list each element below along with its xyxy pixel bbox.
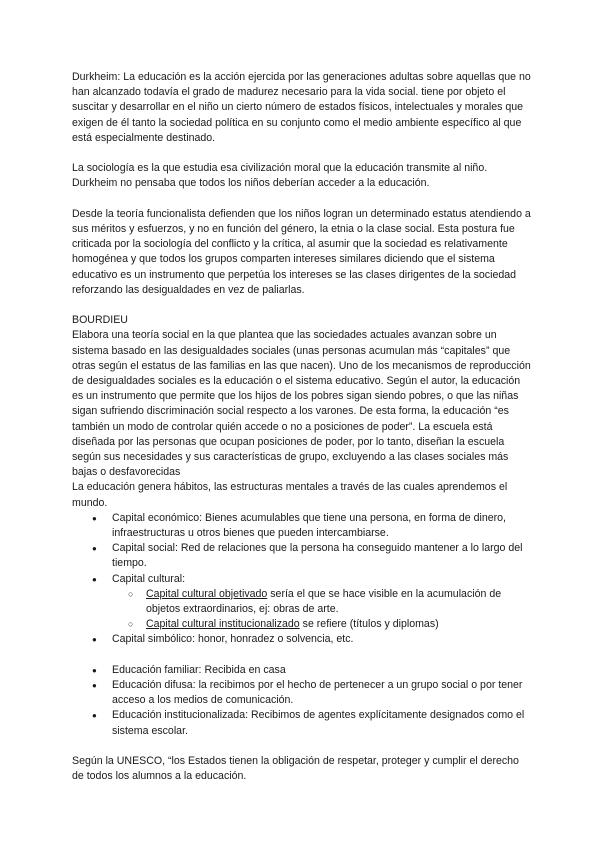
institutionalized-definition: se refiere (títulos y diplomas) (299, 618, 439, 631)
list-item (92, 511, 532, 541)
education-family: Educación familiar: Recibida en casa (112, 663, 286, 676)
institutionalized-term: Capital cultural institucionalizado (146, 618, 300, 631)
document-page (72, 70, 532, 784)
objectified-definition: sería el que se hace visible en la acumulación de objetos extraordinarios, ej: obras de arte. (146, 587, 502, 616)
capital-cultural: Capital cultural: (112, 572, 186, 585)
bullet-icon: ● (92, 544, 97, 554)
durkheim-note: Durkheim no pensaba que todos los niños deberían acceder a la educación. (72, 177, 430, 190)
bullet-icon: ● (92, 665, 97, 675)
list-item (92, 678, 532, 708)
objectified-term: Capital cultural objetivado (146, 587, 268, 600)
bullet-icon: ● (92, 681, 97, 691)
capital-social: Capital social: Red de relaciones que la persona ha conseguido mantener a lo largo del tiempo. (112, 542, 523, 570)
spacer (72, 739, 532, 754)
list-item (92, 572, 532, 633)
capital-symbolic: Capital simbólico: honor, honradez o solvencia, etc. (112, 633, 354, 646)
spacer (72, 146, 532, 161)
functionalist-paragraph: Desde la teoría funcionalista defienden que los niños logran un determinado estatus atendiendo a sus méritos y esfuerzos, y no en función del género, la etnia o la clase social. Esta postura fue criticada por la sociología del conflicto y la crítica, al asumir que la sociedad es relativamente homogénea y que todos los grupos comparten intereses similares diciendo que el sistema educativo es un instrumento que perpetúa los intereses se las clases dirigentes de la sociedad reforzando las desigualdades en vez de paliarlas. (72, 207, 531, 296)
sub-bullet-icon: ○ (128, 619, 134, 630)
capitals-list (72, 511, 532, 648)
sub-bullet-icon: ○ (128, 588, 134, 599)
list-item (92, 663, 532, 678)
bourdieu-paragraph: Elabora una teoría social en la que plantea que las sociedades actuales avanzan sobre un sistema basado en las desigualdades sociales (unas personas acumulan más “capitales” que otras según el estatus de las familias en las que nacen). Uno de los mecanismos de reproducción de desigualdades sociales es la educación o el sistema educativo. Según el autor, la educación es un instrumento que permite que los hijos de los pobres sigan siendo pobres, o que las niñas sigan sufriendo discriminación social respecto a los varones. De esta forma, la educación “es también un modo de controlar quién accede o no a posiciones de poder”. La escuela está diseñada por las personas que ocupan posiciones de poder, por lo tanto, diseñan la escuela según sus necesidades y sus características de grupo, excluyendo a las clases sociales más bajas o desfavorecidas (72, 329, 531, 479)
bullet-icon: ● (92, 635, 97, 645)
bullet-icon: ● (92, 574, 97, 584)
list-item (92, 541, 532, 571)
spacer (72, 648, 532, 663)
bullet-icon: ● (92, 711, 97, 721)
bourdieu-heading: BOURDIEU (72, 314, 128, 327)
bullet-icon: ● (92, 513, 97, 523)
education-institutional: Educación institucionalizada: Recibimos de agentes explícitamente designados como el sistema escolar. (112, 709, 525, 737)
durkheim-definition: Durkheim: La educación es la acción ejercida por las generaciones adultas sobre aquellas que no han alcanzado todavía el grado de madurez necesario para la vida social. tiene por objeto el suscitar y desarrollar en el niño un cierto número de estados físicos, intelectuales y morales que exigen de él tanto la sociedad política en su conjunto como el medio ambiente específico al que está especialmente destinado. (72, 71, 531, 144)
cultural-sublist (112, 587, 532, 633)
unesco-paragraph: Según la UNESCO, “los Estados tienen la obligación de respetar, proteger y cumplir el derecho de todos los alumnos a la educación. (72, 755, 519, 783)
spacer (72, 298, 532, 313)
capital-economic: Capital económico: Bienes acumulables que tiene una persona, en forma de dinero, infraestructuras u otros bienes que pueden intercambiarse. (112, 511, 506, 540)
list-item (92, 632, 532, 647)
list-item (92, 708, 532, 738)
list-item (128, 587, 532, 617)
education-diffuse: Educación difusa: la recibimos por el hecho de pertenecer a un grupo social o por tener acceso a los medios de comunicación. (112, 679, 523, 707)
list-item (128, 617, 532, 632)
habits-paragraph: La educación genera hábitos, las estructuras mentales a través de las cuales aprendemos el mundo. (72, 481, 508, 509)
spacer (72, 192, 532, 207)
education-types-list (72, 663, 532, 739)
sociology-paragraph: La sociología es la que estudia esa civilización moral que la educación transmite al niño. (72, 162, 488, 175)
